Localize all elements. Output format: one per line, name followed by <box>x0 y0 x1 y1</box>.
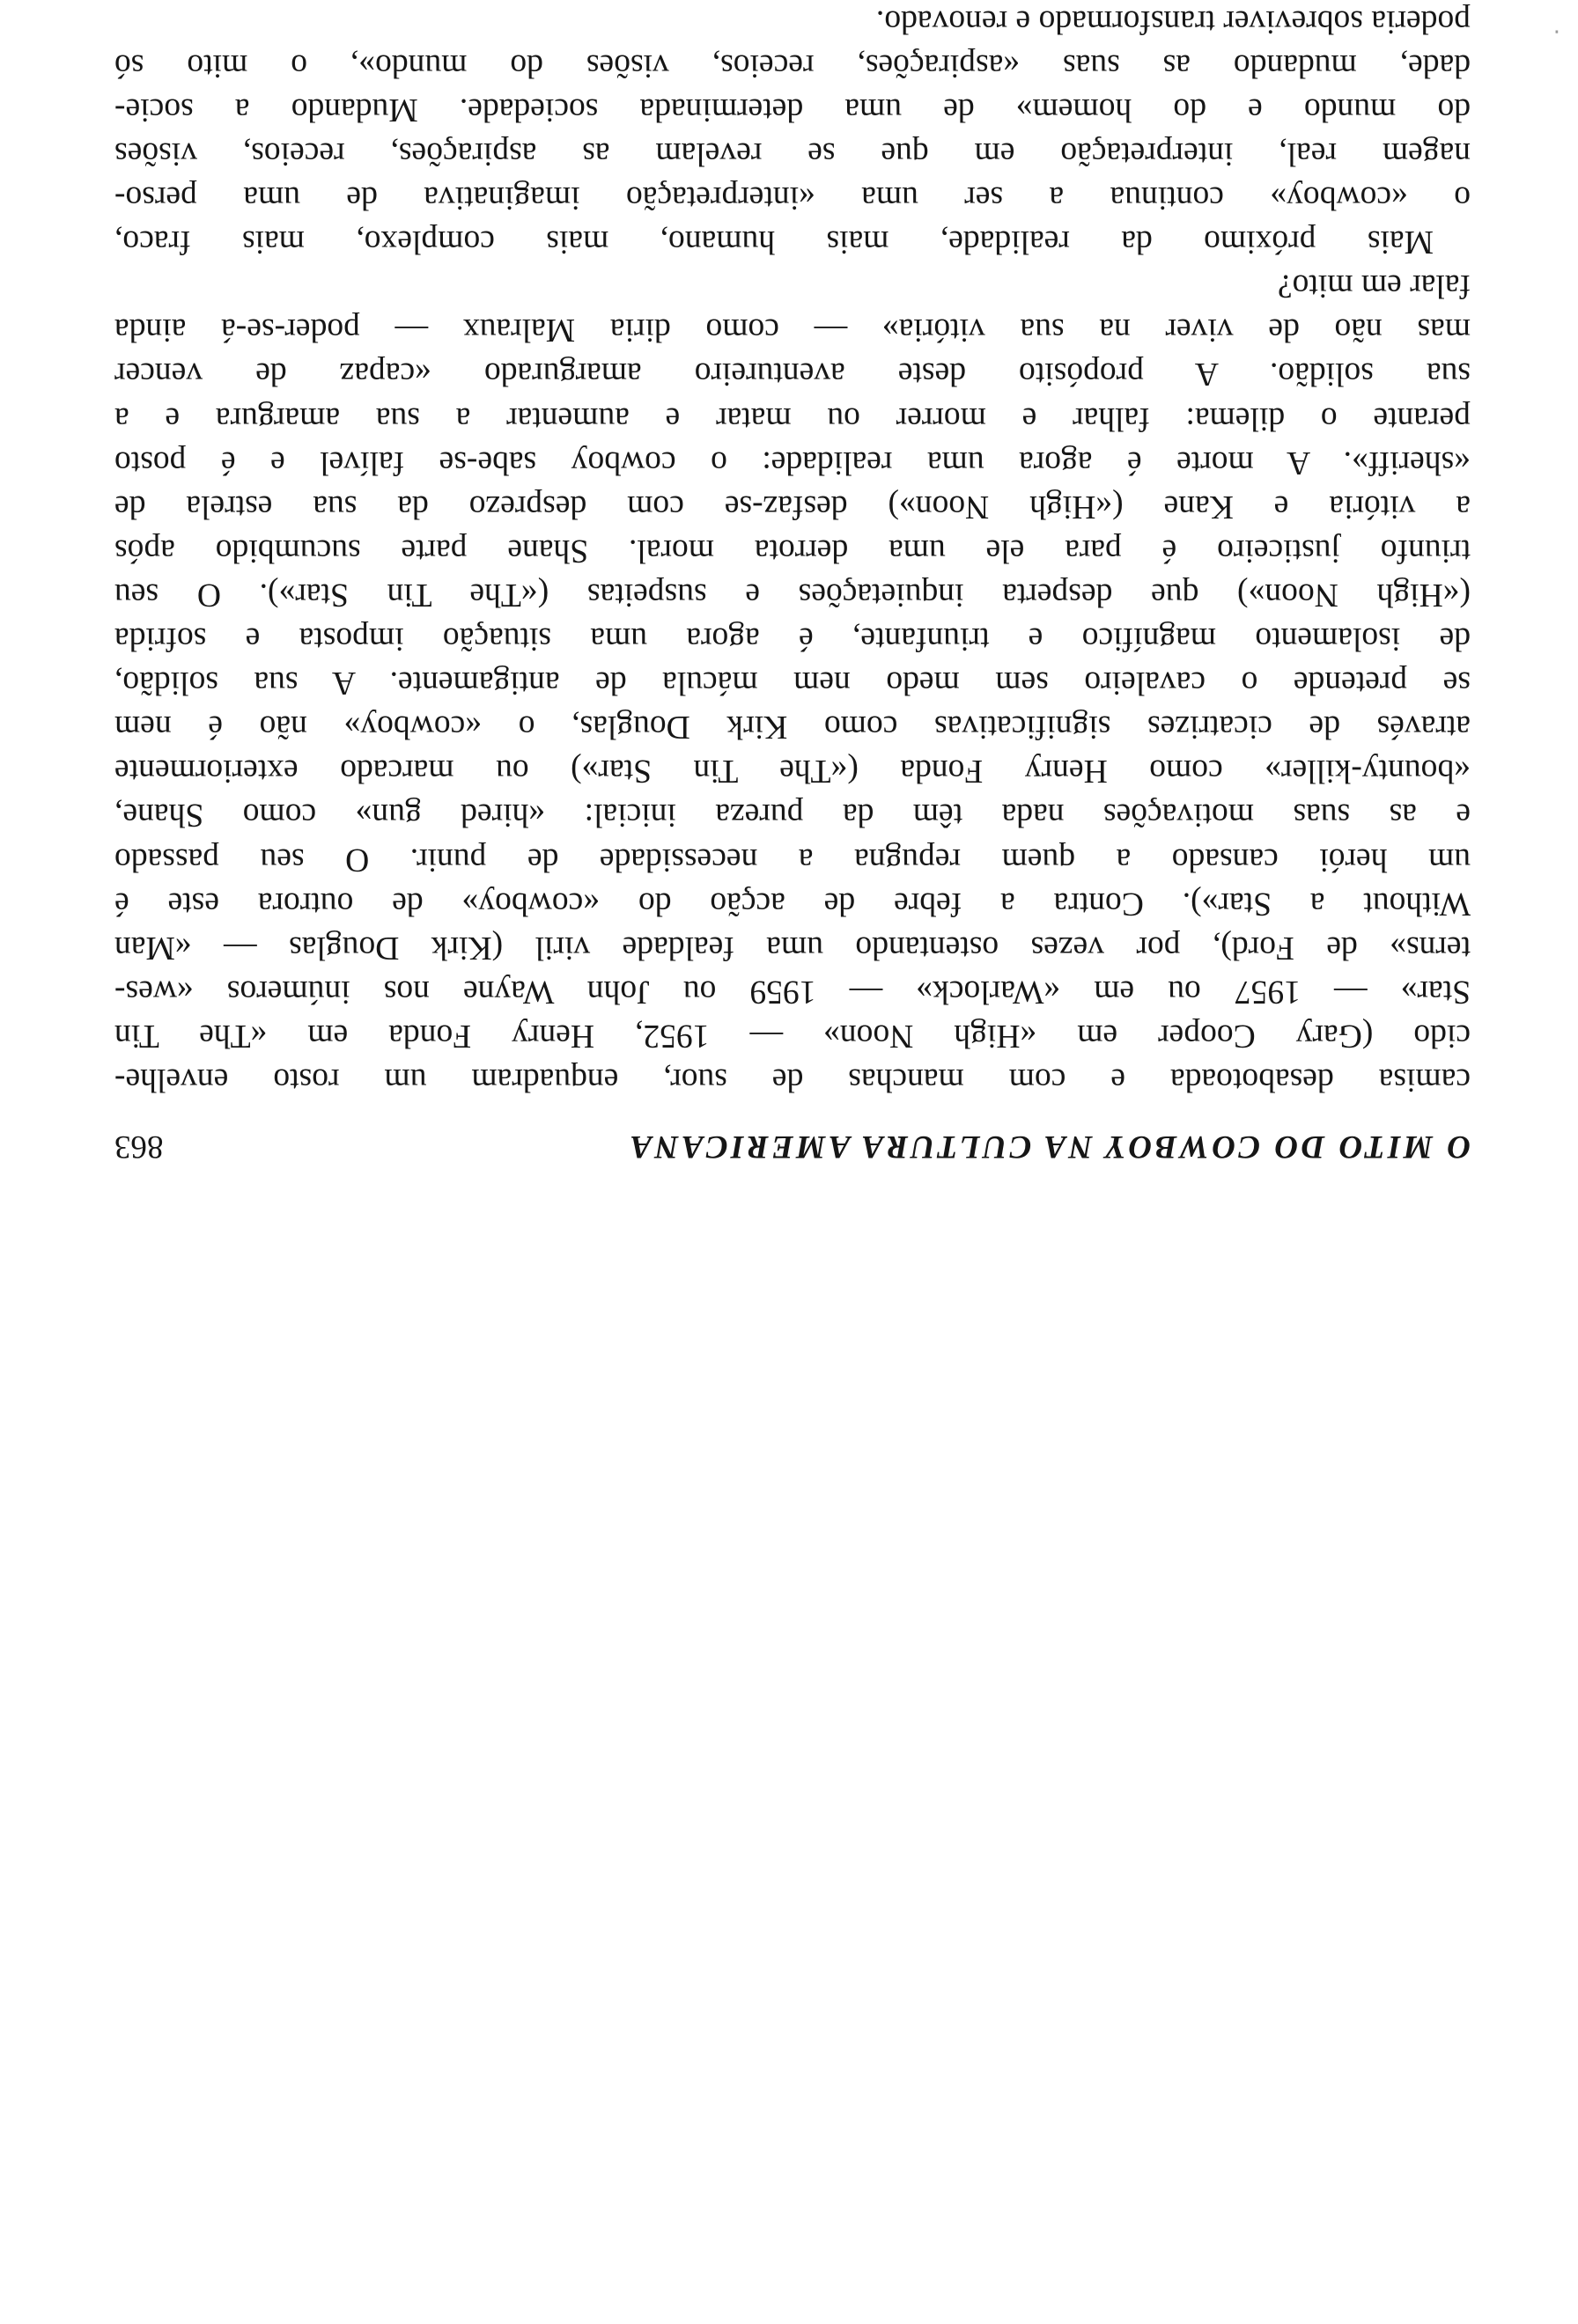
text-line: o «cowboy» continua a ser uma «interpretação imaginativa de uma perso- <box>114 180 1471 217</box>
text-line: e as suas motivações nada têm da pureza inicial: «hired gun» como Shane, <box>114 797 1471 834</box>
running-title: O MITO DO COWBOY NA CULTURA AMERICANA <box>626 1129 1471 1165</box>
text-line: dade, mudando as suas «aspirações, receios, visões do mundo», o mito só <box>114 47 1471 84</box>
text-line: poderia sobreviver transformado e renovado. <box>875 3 1471 40</box>
body-text <box>114 0 1471 1101</box>
text-line: camisa desabotoada e com manchas de suor, enquadram um rosto envelhe- <box>114 1062 1471 1098</box>
text-line: a vitória e Kane («High Noon») desfaz-se com desprezo da sua estrela de <box>114 488 1471 525</box>
text-line: sua solidão. A propósito deste aventureiro amargurado «capaz de vencer <box>114 356 1471 393</box>
text-line: triunfo justiceiro é para ele uma derrota moral. Shane parte sucumbido após <box>114 532 1471 569</box>
text-line: nagem real, interpretação em que se revelam as aspirações, receios, visões <box>114 136 1471 173</box>
text-line: Without a Star»). Contra a febre de acção do «cowboy» de outrora este é <box>114 885 1471 922</box>
text-line: de isolamento magnífico e triunfante, é agora uma situação imposta e sofrida <box>114 621 1471 658</box>
text-line: cido (Gary Cooper em «High Noon» — 1952, Henry Fonda em «The Tin <box>114 1017 1471 1054</box>
text-line: Mais próximo da realidade, mais humano, mais complexo, mais fraco, <box>114 224 1434 261</box>
running-header <box>114 1120 1471 1166</box>
text-line: se pretende o cavaleiro sem medo nem mácula de antigamente. A sua solidão, <box>114 665 1471 702</box>
scan-dot-mark: · <box>1552 18 1560 44</box>
text-line: perante o dilema: falhar e morrer ou matar e aumentar a sua amargura e a <box>114 400 1471 437</box>
text-line: através de cicatrizes significativas como Kirk Douglas, o «cowboy» não é nem <box>114 709 1471 746</box>
text-line: falar em mito? <box>1277 268 1471 305</box>
page-number: 863 <box>114 1129 164 1165</box>
text-line: um herói cansado a quem repugna a necessidade de punir. O seu passado <box>114 841 1471 878</box>
text-line: («High Noon») que desperta inquietações e suspeitas («The Tin Star»). O seu <box>114 576 1471 613</box>
text-line: mas não de viver na sua vitória» — como diria Malraux — poder-se-á ainda <box>114 312 1471 349</box>
text-line: «sheriff». A morte é agora uma realidade: o cowboy sabe-se falível e é posto <box>114 444 1471 481</box>
text-line: do mundo e do homem» de uma determinada sociedade. Mudando a socie- <box>114 91 1471 128</box>
text-line: «bounty-killer» como Henry Fonda («The Tin Star») ou marcado exteriormente <box>114 753 1471 790</box>
text-line: terns» de Ford), por vezes ostentando uma fealdade viril (Kirk Douglas — «Man <box>114 929 1471 966</box>
text-line: Star» — 1957 ou em «Warlock» — 1959 ou John Wayne nos inúmeros «wes- <box>114 973 1471 1010</box>
